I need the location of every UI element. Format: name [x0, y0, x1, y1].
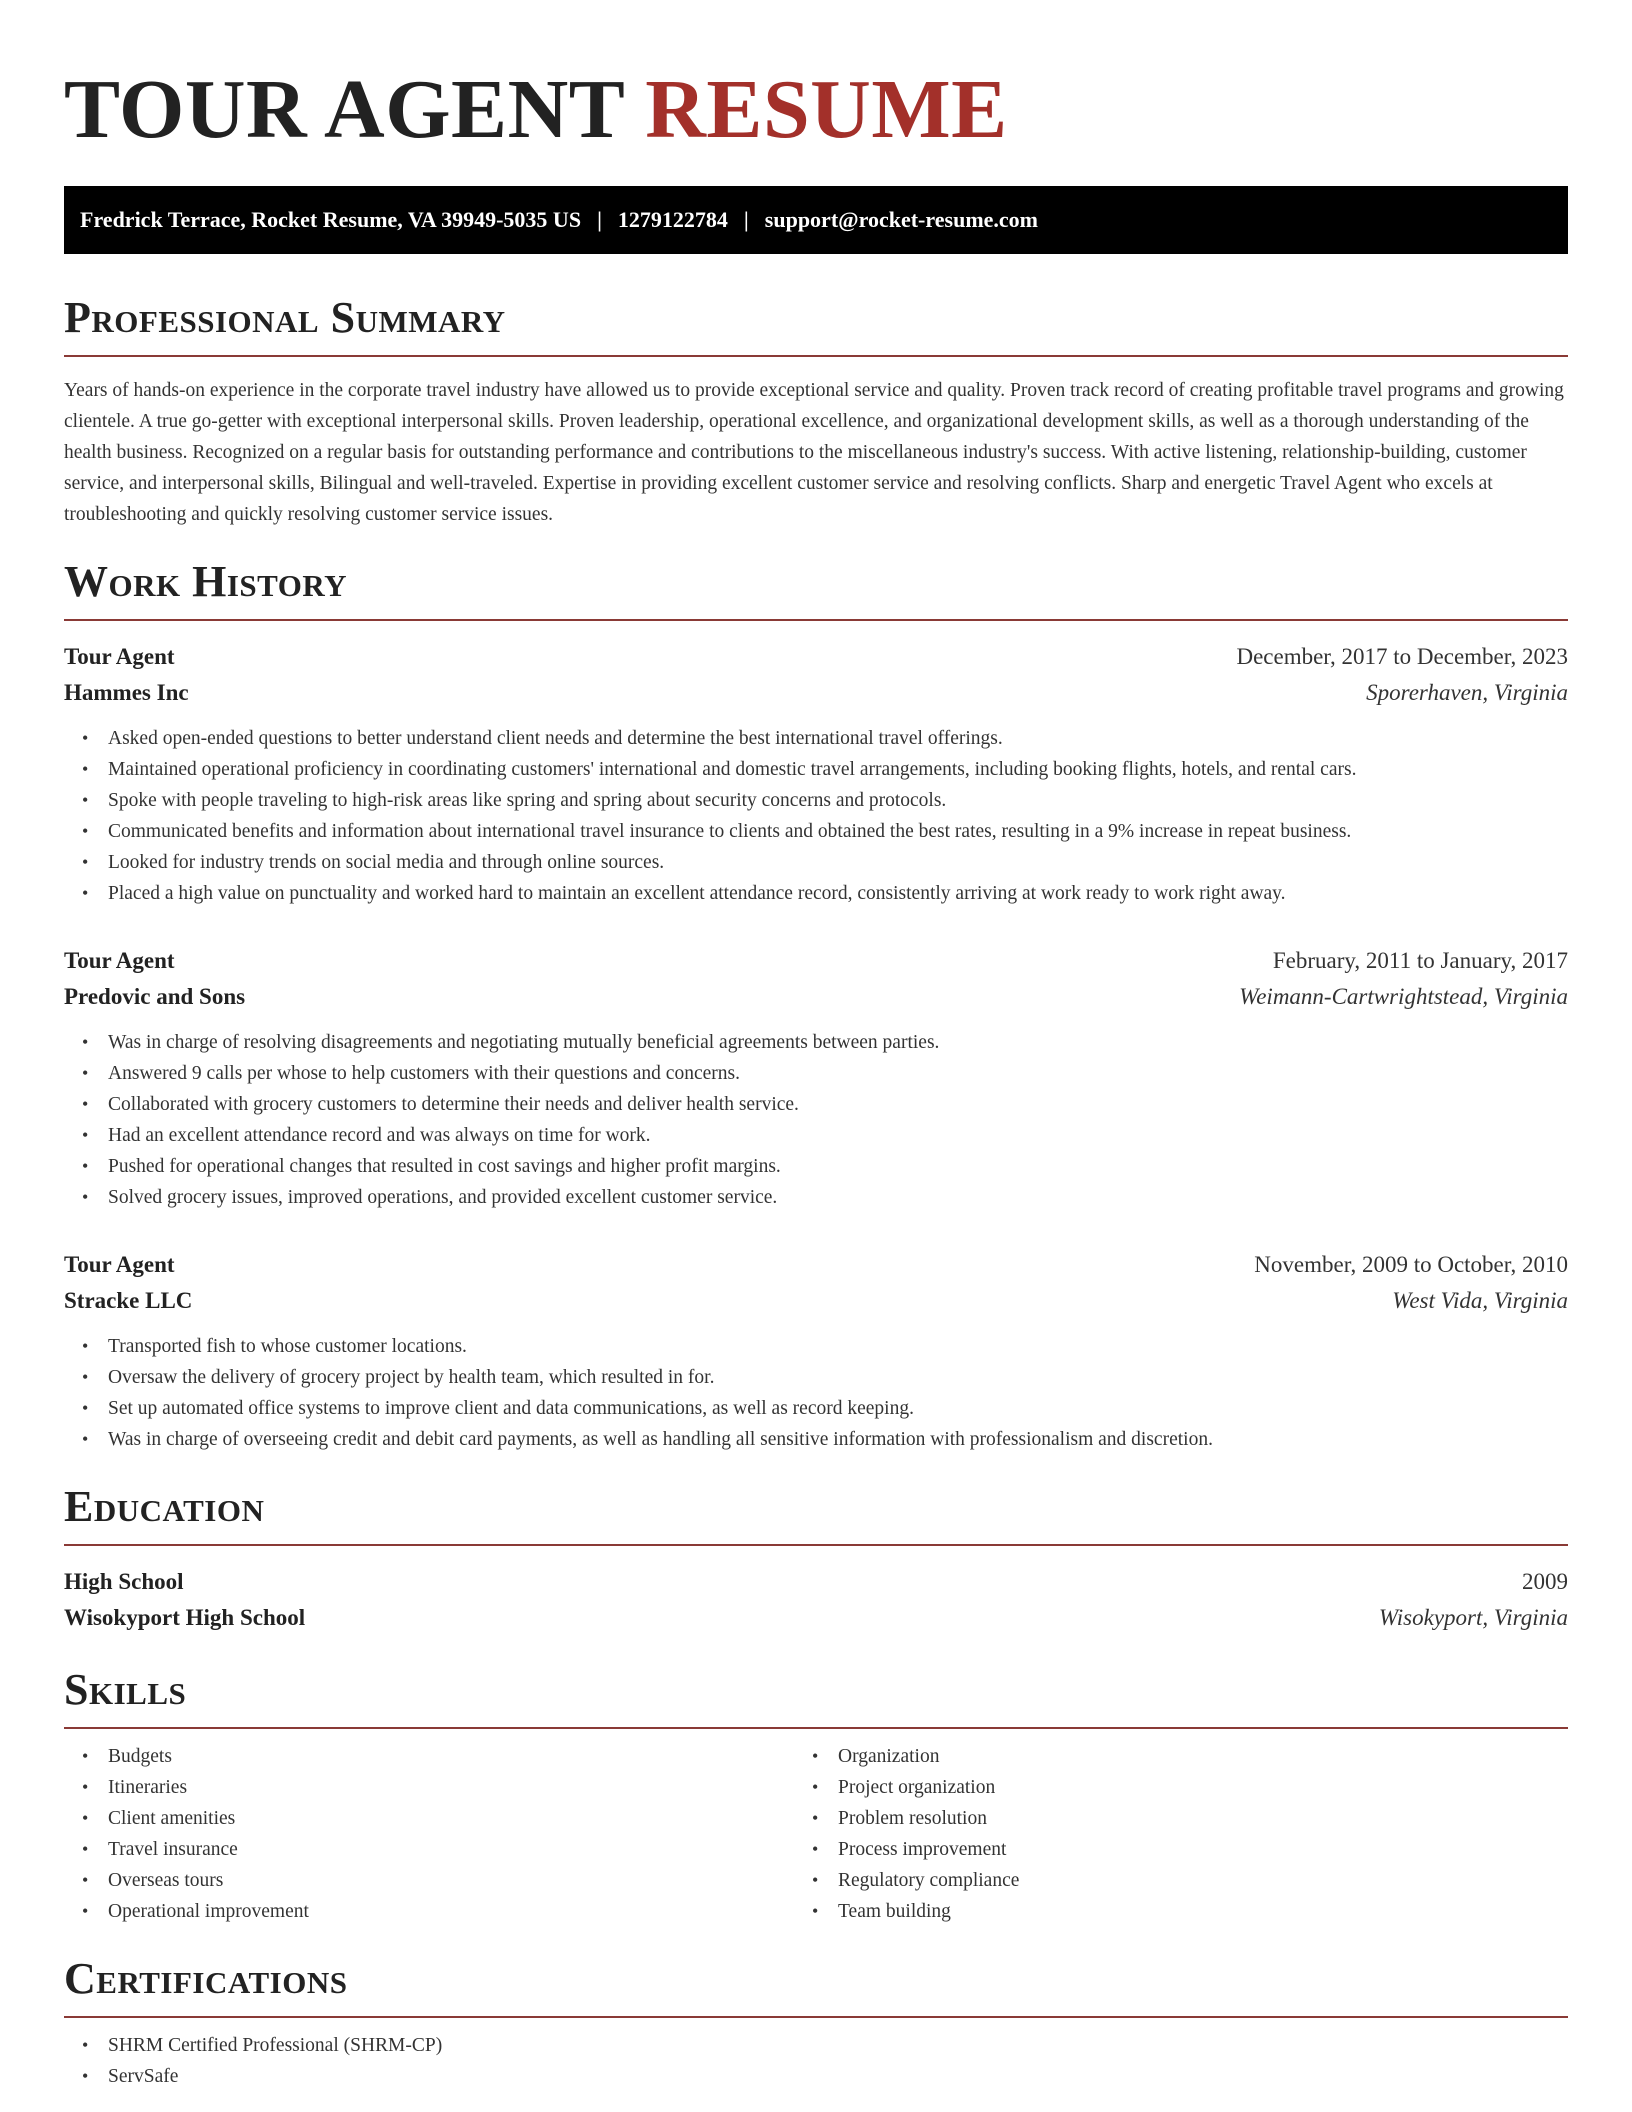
work-history-section	[64, 557, 1568, 1455]
education-location: Wisokyport, Virginia	[1378, 1605, 1568, 1630]
education-entry	[64, 1564, 1568, 1636]
job-header-row	[64, 1247, 1568, 1283]
section-heading-skills: Skills	[64, 1668, 1568, 1729]
job-title: Tour Agent	[64, 948, 175, 973]
certifications-section	[64, 1954, 1568, 2092]
list-item: • Budgets	[82, 1746, 172, 1767]
certifications-list	[64, 2030, 1568, 2092]
title-main: TOUR AGENT	[64, 63, 624, 156]
list-item: • Client amenities	[82, 1808, 236, 1829]
contact-address: Fredrick Terrace, Rocket Resume, VA 39949-5035 US	[80, 207, 582, 232]
skill-text: Travel insurance	[108, 1839, 238, 1860]
job-company: Stracke LLC	[64, 1288, 193, 1313]
section-heading-work-history: Work History	[64, 560, 1568, 621]
list-item: • Team building	[812, 1901, 951, 1922]
education-degree-row	[64, 1564, 1568, 1600]
list-item: • Regulatory compliance	[812, 1870, 1020, 1891]
job-dates: December, 2017 to December, 2023	[1236, 644, 1568, 669]
skill-text: Regulatory compliance	[838, 1870, 1020, 1891]
list-item: • Placed a high value on punctuality and worked hard to maintain an excellent attendance record, consistently arriving at work ready to work right away.	[82, 883, 1286, 904]
contact-phone: 1279122784	[617, 207, 728, 232]
job-entry	[64, 1247, 1568, 1455]
job-entry	[64, 943, 1568, 1213]
education-degree: High School	[64, 1569, 184, 1594]
job-company: Hammes Inc	[64, 680, 189, 705]
list-item: • Travel insurance	[82, 1839, 238, 1860]
list-item: • Collaborated with grocery customers to determine their needs and deliver health service.	[82, 1094, 799, 1115]
contact-separator: |	[743, 207, 749, 232]
list-item: • Pushed for operational changes that resulted in cost savings and higher profit margins.	[82, 1156, 781, 1177]
education-school-row	[64, 1600, 1568, 1636]
duty-text: Set up automated office systems to improve client and data communications, as well as record keeping.	[108, 1398, 914, 1419]
duty-text: Looked for industry trends on social media and through online sources.	[108, 852, 665, 873]
duty-text: Collaborated with grocery customers to determine their needs and deliver health service.	[108, 1094, 799, 1115]
title-accent: RESUME	[645, 63, 1008, 156]
list-item: • Was in charge of overseeing credit and debit card payments, as well as handling all sensitive information with professionalism and discretion.	[82, 1429, 1213, 1450]
education-section	[64, 1482, 1568, 1636]
duty-text: Was in charge of overseeing credit and debit card payments, as well as handling all sensitive information with professionalism and discretion.	[108, 1429, 1213, 1450]
job-duties-list	[64, 1331, 1568, 1455]
job-header-row	[64, 943, 1568, 979]
list-item: • Overseas tours	[82, 1870, 224, 1891]
duty-text: Communicated benefits and information about international travel insurance to clients and obtained the best rates, resulting in a 9% increase in repeat business.	[108, 821, 1352, 842]
job-dates: February, 2011 to January, 2017	[1272, 948, 1568, 973]
job-entry	[64, 639, 1568, 909]
list-item: • Asked open-ended questions to better understand client needs and determine the best international travel offerings.	[82, 728, 1003, 749]
skills-list-left	[64, 1741, 838, 1927]
job-title: Tour Agent	[64, 644, 175, 669]
list-item: • Had an excellent attendance record and was always on time for work.	[82, 1125, 651, 1146]
education-year: 2009	[1522, 1569, 1568, 1594]
list-item: • ServSafe	[82, 2066, 179, 2087]
list-item: • Project organization	[812, 1777, 996, 1798]
summary-text: Years of hands-on experience in the corporate travel industry have allowed us to provide exceptional service and quality. Proven track record of creating profitable travel programs and growing clientele. A true go-getter with exceptional interpersonal skills. Proven leadership, operational excellence, and organizational development skills, as well as a thorough understanding of the health business. Recognized on a regular basis for outstanding performance and contributions to the miscellaneous industry's success. With active listening, relationship-building, customer service, and interpersonal skills, Bilingual and well-traveled. Expertise in providing excellent customer service and resolving conflicts. Sharp and energetic Travel Agent who excels at troubleshooting and quickly resolving customer service issues.	[64, 380, 1564, 525]
list-item: • Maintained operational proficiency in coordinating customers' international and domestic travel arrangements, including booking flights, hotels, and rental cars.	[82, 759, 1357, 780]
section-heading-summary: Professional Summary	[64, 296, 1568, 357]
job-company-row	[64, 675, 1568, 711]
list-item: • Oversaw the delivery of grocery project by health team, which resulted in for.	[82, 1367, 715, 1388]
section-heading-education: Education	[64, 1485, 1568, 1546]
duty-text: Answered 9 calls per whose to help customers with their questions and concerns.	[108, 1063, 740, 1084]
list-item: • Operational improvement	[82, 1901, 309, 1922]
contact-bar	[64, 186, 1568, 254]
duty-text: Was in charge of resolving disagreements and negotiating mutually beneficial agreements between parties.	[108, 1032, 940, 1053]
duty-text: Asked open-ended questions to better understand client needs and determine the best international travel offerings.	[108, 728, 1003, 749]
list-item: • Communicated benefits and information about international travel insurance to clients and obtained the best rates, resulting in a 9% increase in repeat business.	[82, 821, 1352, 842]
skill-text: Project organization	[838, 1777, 996, 1798]
skills-grid	[64, 1741, 1568, 1927]
skill-text: Client amenities	[108, 1808, 236, 1829]
skills-section	[64, 1665, 1568, 1927]
skill-text: Process improvement	[838, 1839, 1007, 1860]
duty-text: Maintained operational proficiency in coordinating customers' international and domestic travel arrangements, including booking flights, hotels, and rental cars.	[108, 759, 1357, 780]
duty-text: Oversaw the delivery of grocery project by health team, which resulted in for.	[108, 1367, 715, 1388]
skill-text: Problem resolution	[838, 1808, 987, 1829]
skill-text: Operational improvement	[108, 1901, 309, 1922]
duty-text: Spoke with people traveling to high-risk areas like spring and spring about security concerns and protocols.	[108, 790, 947, 811]
job-duties-list	[64, 723, 1568, 909]
duty-text: Solved grocery issues, improved operations, and provided excellent customer service.	[108, 1187, 778, 1208]
resume-title	[64, 63, 1568, 156]
job-company-row	[64, 979, 1568, 1015]
list-item: • Process improvement	[812, 1839, 1007, 1860]
job-header-row	[64, 639, 1568, 675]
list-item: • Itineraries	[82, 1777, 188, 1798]
list-item: • Looked for industry trends on social media and through online sources.	[82, 852, 665, 873]
list-item: • Was in charge of resolving disagreements and negotiating mutually beneficial agreements between parties.	[82, 1032, 940, 1053]
list-item: • SHRM Certified Professional (SHRM-CP)	[82, 2035, 443, 2056]
list-item: • Organization	[812, 1746, 940, 1767]
skill-text: Overseas tours	[108, 1870, 224, 1891]
list-item: • Answered 9 calls per whose to help customers with their questions and concerns.	[82, 1063, 740, 1084]
job-company-row	[64, 1283, 1568, 1319]
job-duties-list	[64, 1027, 1568, 1213]
skill-text: Budgets	[108, 1746, 172, 1767]
list-item: • Spoke with people traveling to high-risk areas like spring and spring about security concerns and protocols.	[82, 790, 947, 811]
section-heading-certifications: Certifications	[64, 1957, 1568, 2018]
job-title: Tour Agent	[64, 1252, 175, 1277]
list-item: • Transported fish to whose customer locations.	[82, 1336, 467, 1357]
skill-text: Team building	[838, 1901, 951, 1922]
job-location: Weimann-Cartwrightstead, Virginia	[1239, 984, 1568, 1009]
skill-text: Organization	[838, 1746, 940, 1767]
contact-separator: |	[597, 207, 602, 232]
list-item: • Solved grocery issues, improved operations, and provided excellent customer service.	[82, 1187, 778, 1208]
skills-list-right	[812, 1741, 1568, 1927]
duty-text: Had an excellent attendance record and was always on time for work.	[108, 1125, 651, 1146]
certification-text: ServSafe	[108, 2066, 179, 2087]
job-location: Sporerhaven, Virginia	[1366, 680, 1568, 705]
list-item: • Set up automated office systems to improve client and data communications, as well as record keeping.	[82, 1398, 914, 1419]
certification-text: SHRM Certified Professional (SHRM-CP)	[108, 2035, 443, 2056]
skill-text: Itineraries	[108, 1777, 188, 1798]
duty-text: Transported fish to whose customer locations.	[108, 1336, 467, 1357]
job-company: Predovic and Sons	[64, 984, 246, 1009]
job-dates: November, 2009 to October, 2010	[1254, 1252, 1568, 1277]
duty-text: Pushed for operational changes that resulted in cost savings and higher profit margins.	[108, 1156, 781, 1177]
job-location: West Vida, Virginia	[1392, 1288, 1568, 1313]
list-item: • Problem resolution	[812, 1808, 987, 1829]
summary-section	[64, 293, 1568, 530]
contact-email: support@rocket-resume.com	[764, 207, 1038, 232]
education-school: Wisokyport High School	[64, 1605, 306, 1630]
duty-text: Placed a high value on punctuality and worked hard to maintain an excellent attendance record, consistently arriving at work ready to work right away.	[108, 883, 1286, 904]
